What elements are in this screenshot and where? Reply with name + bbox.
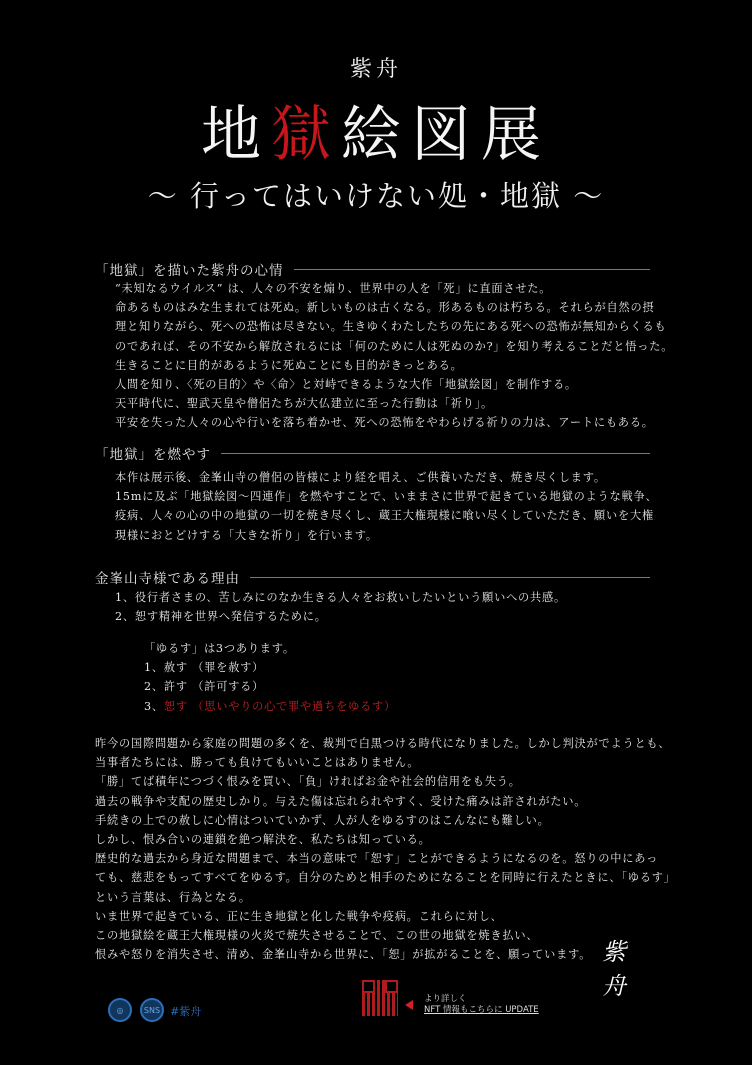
text-line: ても、慈悲をもってすべてをゆるす。自分のためと相手のためになることを同時に行えたときに、「ゆるす」 (95, 871, 676, 885)
text-line: 本作は展示後、金峯山寺の僧侶の皆様により経を唱え、ご供養いただき、焼き尽くします。 (115, 471, 606, 484)
artist-signature: 紫舟 (602, 938, 626, 1000)
camera-icon-glyph: ◎ (116, 1005, 124, 1015)
text-line: 理と知りながら、死への恐怖は尽きない。生きゆくわたしたちの先にある死への恐怖が無知からくるも (115, 320, 667, 334)
text-line: 平安を失った人々の心や行いを落ち着かせ、死への恐怖をやわらげる祈りの力は、アートにもある。 (115, 416, 654, 430)
title-red-char: 獄 (271, 100, 341, 170)
yurusu-highlight: 恕す （思いやりの心で罪や過ちをゆるす） (163, 699, 397, 713)
item-number: 3、 (144, 699, 164, 713)
section-heading-text: 「地獄」を描いた紫舟の心情 (95, 263, 284, 279)
more-info[interactable] (424, 994, 539, 1016)
hashtag[interactable]: #紫舟 (170, 1005, 202, 1018)
text-line: 命あるものはみな生まれては死ぬ。新しいものは古くなる。形あるものは朽ちる。それらが自然の摂 (115, 301, 655, 315)
section-heading (95, 567, 650, 587)
divider (221, 453, 650, 454)
sns-icon-label: SNS (143, 1005, 161, 1015)
title-part: 地 (201, 100, 271, 170)
text-line: 現様におとどけする「大きな祈り」を行います。 (115, 528, 378, 542)
text-line: 15mに及ぶ「地獄絵図〜四連作」を燃やすことで、いままさに世界で起きている地獄のような戦争、 (115, 490, 658, 504)
text-line: 手続きの上での赦しに心情はついていかず、人が人をゆるすのはこんなにも難しい。 (95, 813, 550, 827)
yurusu-item: 1、赦す （罪を赦す） (144, 661, 265, 675)
yurusu-list (144, 639, 396, 716)
text-line: 2、恕す精神を世界へ発信するために。 (115, 610, 327, 624)
text-line: 人間を知り、〈死の目的〉や〈命〉と対峙できるような大作「地獄絵図」を制作する。 (115, 378, 577, 392)
text-line: 昨今の国際問題から家庭の問題の多くを、裁判で白黒つける時代になりました。しかし判決がでようとも、 (95, 737, 671, 750)
text-line: しかし、恨み合いの連鎖を絶つ解決を、私たちは知っている。 (95, 833, 431, 847)
exhibition-subtitle: 〜 行ってはいけない処・地獄 〜 (147, 179, 605, 213)
section-body (115, 588, 566, 626)
text-line: “未知なるウイルス” は、人々の不安を煽り、世界中の人を「死」に直面させた。 (115, 282, 552, 295)
text-line: 疫病、人々の心の中の地獄の一切を焼き尽くし、蔵王大権現様に喰い尽くしていただき、願いを大権 (115, 509, 654, 523)
text-line: 天平時代に、聖武天皇や僧侶たちが大仏建立に至った行動は「祈り」。 (115, 397, 494, 411)
section-heading (95, 259, 650, 279)
text-line: 恨みや怒りを消失させ、清め、金峯山寺から世界に、「恕」が拡がることを、願っています。 (95, 948, 592, 962)
section-body (115, 468, 658, 545)
yurusu-item: 2、許す （許可する） (144, 680, 265, 694)
arrow-left-icon (405, 1000, 413, 1010)
divider (294, 269, 651, 270)
text-line: いま世界で起きている、正に生き地獄と化した戦争や疫病。これらに対し、 (95, 909, 503, 923)
divider (250, 577, 650, 578)
text-line: この地獄絵を蔵王大権現様の火炎で焼失させることで、この世の地獄を焼き払い、 (95, 929, 539, 943)
yurusu-item (144, 697, 396, 716)
camera-icon[interactable] (108, 998, 132, 1022)
more-info-line: より詳しく (424, 994, 467, 1004)
yurusu-intro: 「ゆるす」は3つあります。 (144, 642, 295, 655)
exhibition-title (0, 100, 752, 170)
section-heading-text: 金峯山寺様である理由 (95, 571, 240, 587)
section-body (115, 279, 673, 433)
title-part: 絵図展 (341, 100, 551, 170)
text-line: 歴史的な過去から身近な問題まで、本当の意味で「恕す」ことができるようになるのを。怒りの中にあっ (95, 852, 659, 866)
section-heading (95, 443, 650, 463)
qr-code-icon[interactable] (362, 980, 398, 1016)
text-line: 1、役行者さまの、苦しみにのなか生きる人々をお救いしたいという願いへの共感。 (115, 591, 567, 604)
closing-text (95, 734, 676, 964)
section-heading-text: 「地獄」を燃やす (95, 447, 211, 463)
text-line: という言葉は、行為となる。 (95, 890, 251, 904)
text-line: 「勝」てば積年につづく恨みを買い、「負」ければお金や社会的信用をも失う。 (95, 775, 521, 789)
text-line: のであれば、その不安から解放されるには「何のために人は死ぬのか?」を知り考えることだと悟った。 (115, 339, 674, 353)
text-line: 当事者たちには、勝っても負けてもいいことはありません。 (95, 756, 420, 770)
text-line: 過去の戦争や支配の歴史しかり。与えた傷は忘れられやすく、受けた痛みは許されがたい。 (95, 794, 587, 808)
text-line: 生きることに目的があるように死ぬことにも目的がきっとある。 (115, 358, 463, 372)
sns-icon[interactable] (140, 998, 164, 1022)
nft-info-link[interactable]: NFT 情報もこちらに UPDATE (424, 1005, 539, 1015)
artist-name: 紫舟 (349, 57, 402, 82)
